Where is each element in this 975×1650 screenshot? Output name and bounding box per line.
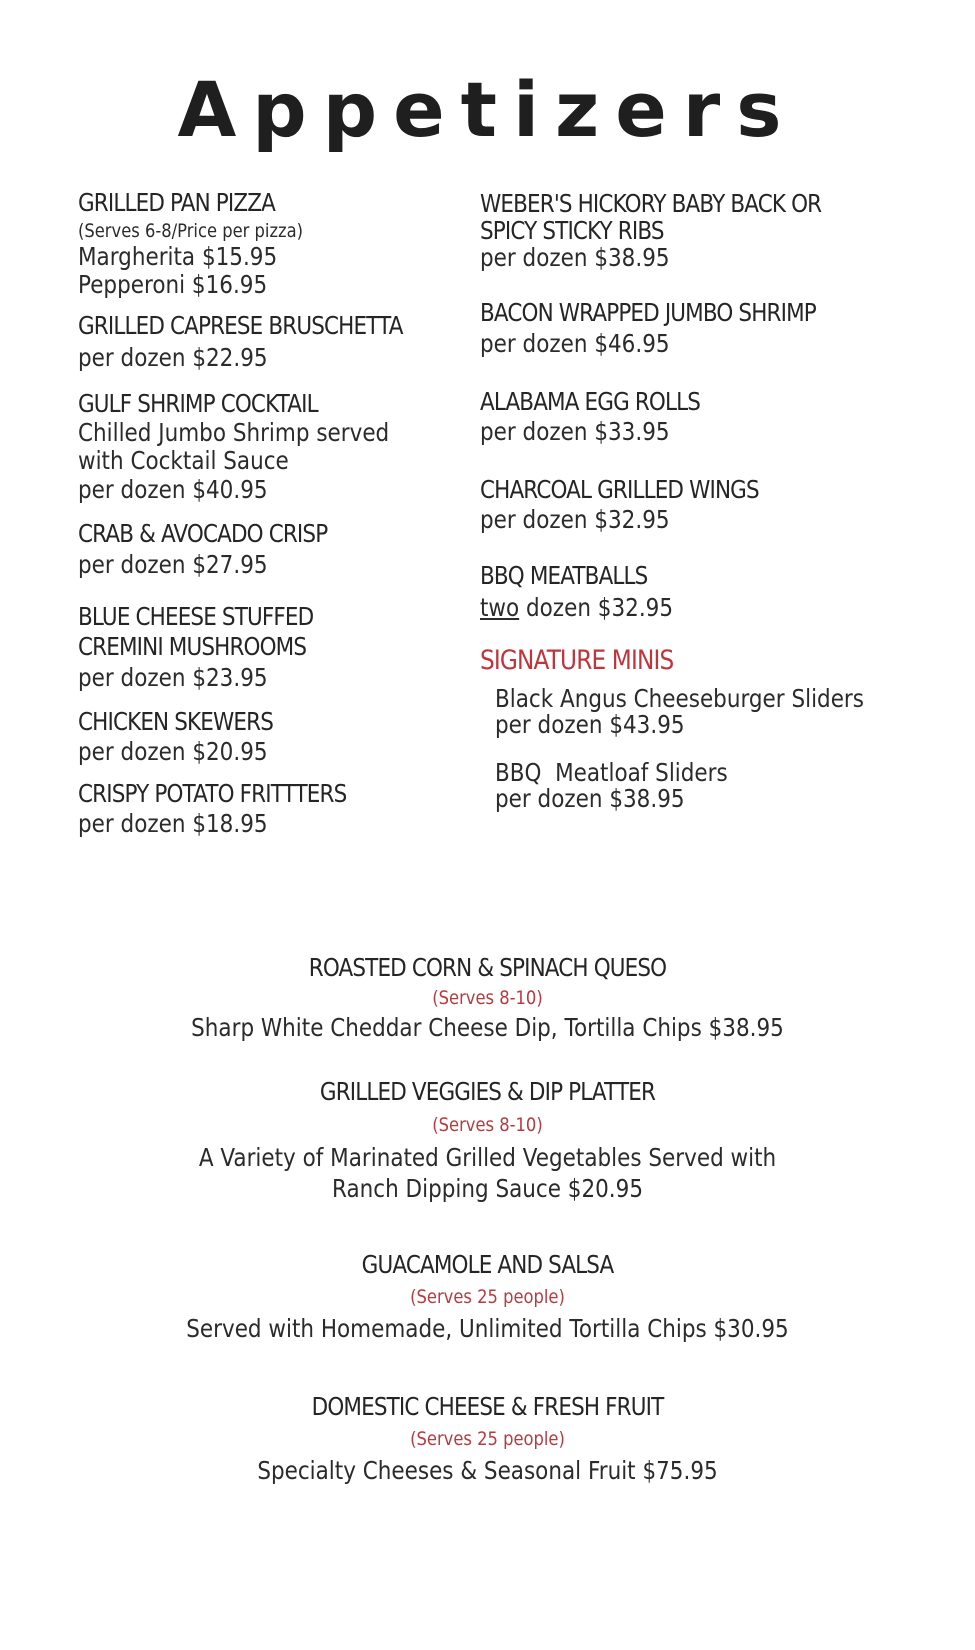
item-note: (Serves 6-8/Price per pizza) xyxy=(78,220,303,242)
menu-item-egg-rolls xyxy=(480,387,950,447)
item-price-line: per dozen $18.95 xyxy=(78,809,268,838)
item-price-line: per dozen $38.95 xyxy=(480,243,670,272)
item-name: SPICY STICKY RIBS xyxy=(480,216,664,245)
item-price-line xyxy=(480,593,884,623)
item-serves: (Serves 25 people) xyxy=(410,1428,565,1450)
item-name: CREMINI MUSHROOMS xyxy=(78,632,307,661)
menu-item-crab-avocado-crisp xyxy=(78,519,458,580)
item-name: CRISPY POTATO FRITTTERS xyxy=(78,779,347,808)
item-desc-line: Chilled Jumbo Shrimp served xyxy=(78,418,390,447)
item-name: GULF SHRIMP COCKTAIL xyxy=(78,389,318,418)
item-desc-line: with Cocktail Sauce xyxy=(78,446,289,475)
item-name: GUACAMOLE AND SALSA xyxy=(361,1250,614,1279)
item-name: BBQ Meatloaf Sliders xyxy=(495,758,728,787)
signature-item xyxy=(495,685,950,737)
item-price-line: per dozen $32.95 xyxy=(480,505,670,534)
item-name: BACON WRAPPED JUMBO SHRIMP xyxy=(480,298,816,327)
item-price-line: Margherita $15.95 xyxy=(78,242,278,271)
item-desc-line: Ranch Dipping Sauce $20.95 xyxy=(331,1174,644,1203)
menu-item-grilled-wings xyxy=(480,475,950,535)
item-price-line: per dozen $38.95 xyxy=(495,784,685,813)
item-desc-line: Specialty Cheeses & Seasonal Fruit $75.95 xyxy=(257,1456,718,1485)
item-name: CHICKEN SKEWERS xyxy=(78,707,274,736)
price-prefix: two xyxy=(480,593,520,622)
item-name: GRILLED CAPRESE BRUSCHETTA xyxy=(78,311,403,340)
item-desc-line: A Variety of Marinated Grilled Vegetables Served with xyxy=(198,1143,777,1172)
item-name: DOMESTIC CHEESE & FRESH FRUIT xyxy=(311,1392,664,1421)
item-price-line: per dozen $23.95 xyxy=(78,663,268,692)
item-desc-line: Sharp White Cheddar Cheese Dip, Tortilla Chips $38.95 xyxy=(191,1013,784,1042)
menu-item-bacon-shrimp xyxy=(480,298,950,359)
item-name: ROASTED CORN & SPINACH QUESO xyxy=(308,953,667,982)
menu-item-crispy-potato-fritters xyxy=(78,779,458,839)
menu-item-caprese-bruschetta xyxy=(78,311,458,373)
price-rest: dozen $32.95 xyxy=(519,593,674,622)
item-price-line: per dozen $46.95 xyxy=(480,329,670,358)
left-column xyxy=(78,188,458,839)
item-desc-line: Served with Homemade, Unlimited Tortilla Chips $30.95 xyxy=(186,1314,789,1343)
menu-item-chicken-skewers xyxy=(78,707,458,767)
menu-item-cheese-fruit xyxy=(0,1392,975,1486)
item-price-line: per dozen $20.95 xyxy=(78,737,268,766)
item-price-line: per dozen $22.95 xyxy=(78,343,268,372)
item-price-line: per dozen $27.95 xyxy=(78,550,268,579)
item-name: CRAB & AVOCADO CRISP xyxy=(78,519,328,548)
menu-item-grilled-pan-pizza xyxy=(78,188,458,299)
item-serves: (Serves 8-10) xyxy=(432,987,543,1009)
menu-item-veggie-platter xyxy=(0,1077,975,1205)
page-title: Appetizers xyxy=(177,65,798,154)
item-price-line: Pepperoni $16.95 xyxy=(78,270,268,299)
menu-item-gulf-shrimp-cocktail xyxy=(78,389,458,505)
signature-item xyxy=(495,759,950,811)
item-serves: (Serves 8-10) xyxy=(432,1114,543,1136)
right-column xyxy=(480,190,950,811)
item-price-line: per dozen $40.95 xyxy=(78,475,268,504)
menu-item-queso xyxy=(0,953,975,1043)
item-name: GRILLED PAN PIZZA xyxy=(78,188,275,217)
item-price-line: per dozen $33.95 xyxy=(480,417,670,446)
item-name: BBQ MEATBALLS xyxy=(480,561,648,590)
signature-minis-section xyxy=(480,645,950,811)
item-name: Black Angus Cheeseburger Sliders xyxy=(495,684,864,713)
section-title: SIGNATURE MINIS xyxy=(480,645,674,676)
item-name: WEBER'S HICKORY BABY BACK OR xyxy=(480,189,822,218)
item-name: BLUE CHEESE STUFFED xyxy=(78,602,314,631)
menu-item-guacamole-salsa xyxy=(0,1250,975,1344)
menu-item-blue-cheese-mushrooms xyxy=(78,602,458,693)
menu-item-ribs xyxy=(480,190,950,272)
menu-item-bbq-meatballs xyxy=(480,561,950,623)
item-price-line: per dozen $43.95 xyxy=(495,710,685,739)
item-name: ALABAMA EGG ROLLS xyxy=(480,387,701,416)
item-name: GRILLED VEGGIES & DIP PLATTER xyxy=(319,1077,656,1106)
item-serves: (Serves 25 people) xyxy=(410,1286,565,1308)
item-name: CHARCOAL GRILLED WINGS xyxy=(480,475,759,504)
